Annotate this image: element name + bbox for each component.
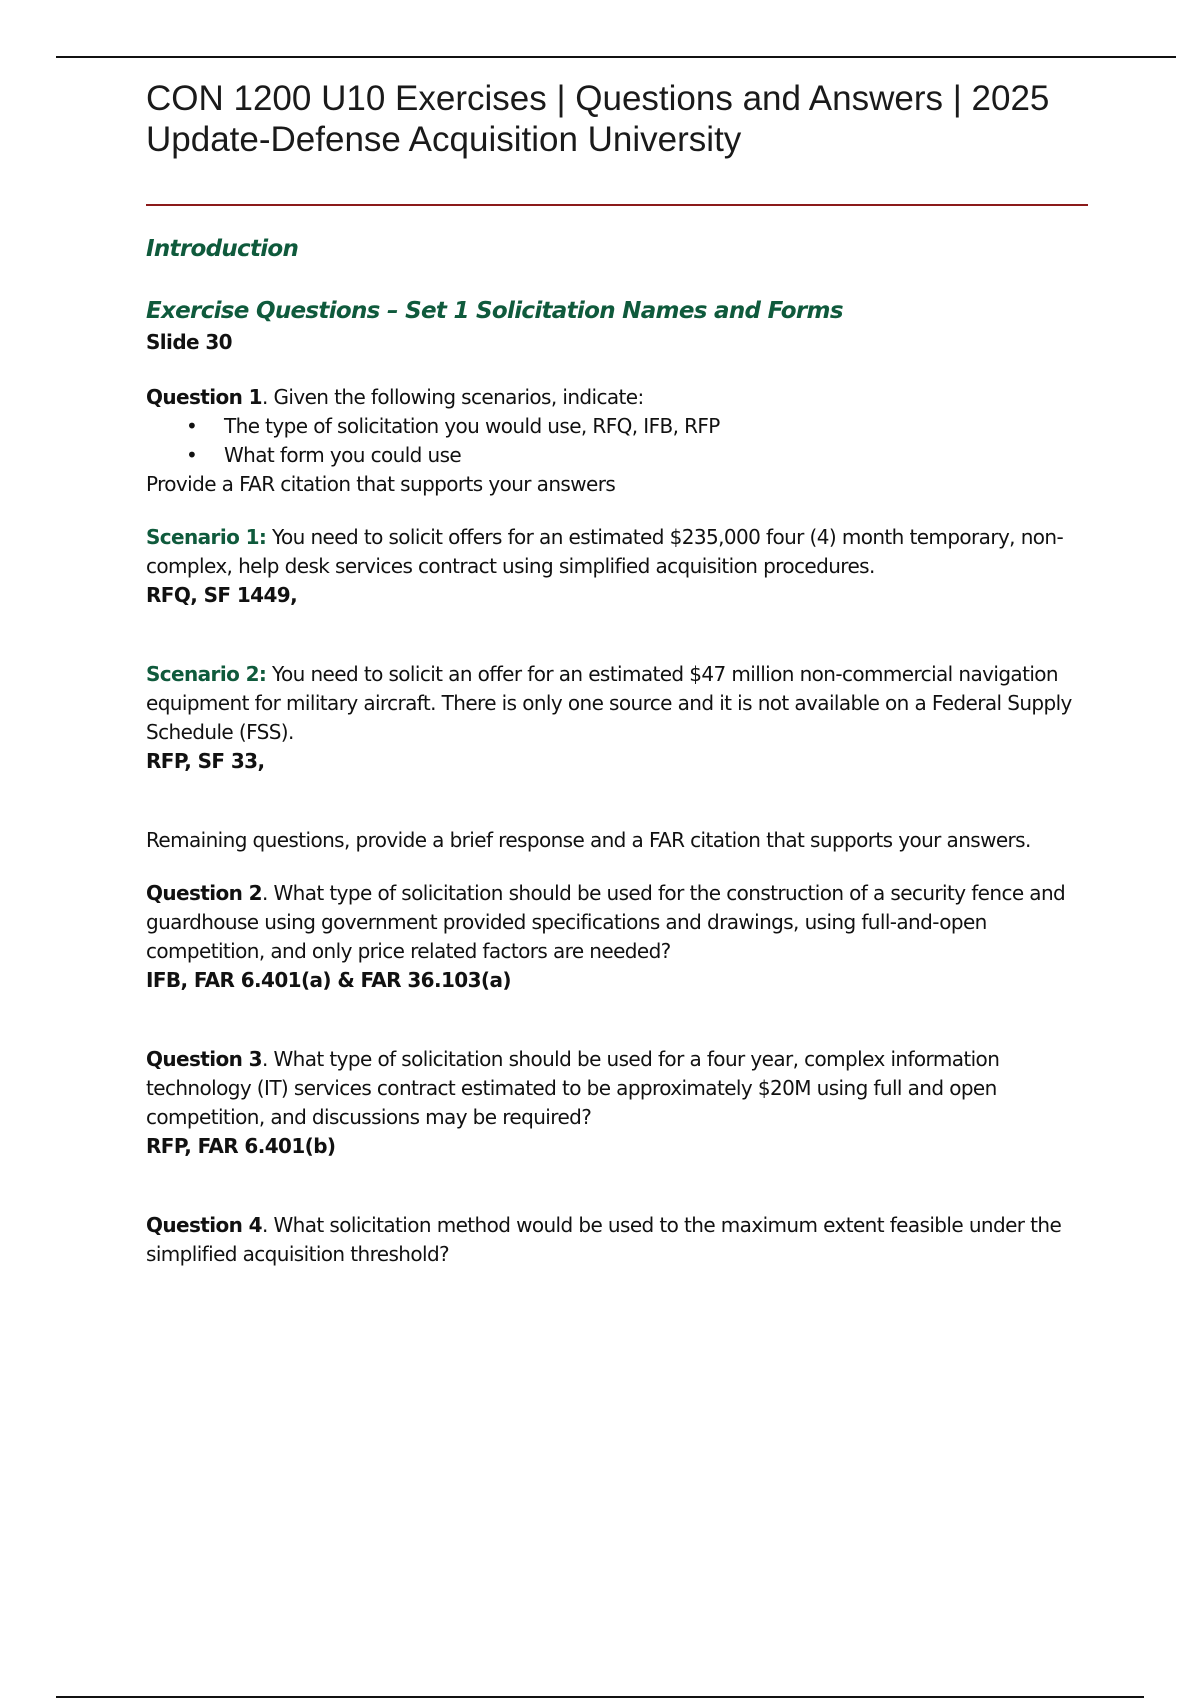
bullet-icon: • — [186, 443, 198, 467]
question-2 — [146, 879, 1096, 995]
list-item: • What form you could use — [186, 441, 1096, 470]
question-2-text: . What type of solicitation should be used for the construction of a security fence and guardhouse using government provided specifications and drawings, using full-and-open competition, and only price related factors are needed? — [146, 881, 1066, 963]
scenario-1-label: Scenario 1: — [146, 525, 267, 549]
question-3-label: Question 3 — [146, 1047, 262, 1071]
scenario-2-label: Scenario 2: — [146, 662, 267, 686]
question-3 — [146, 1045, 1096, 1161]
question-1-text: . Given the following scenarios, indicate: — [261, 385, 644, 409]
question-4 — [146, 1211, 1096, 1269]
question-3-answer: RFP, FAR 6.401(b) — [146, 1134, 336, 1158]
list-item: • The type of solicitation you would use, RFQ, IFB, RFP — [186, 412, 1096, 441]
question-1-label: Question 1 — [146, 385, 262, 409]
question-2-answer: IFB, FAR 6.401(a) & FAR 36.103(a) — [146, 968, 511, 992]
question-1-bullet-list — [146, 412, 1096, 470]
title-divider — [146, 204, 1088, 206]
scenario-2 — [146, 660, 1096, 776]
introduction-heading: Introduction — [146, 236, 299, 262]
question-2-label: Question 2 — [146, 881, 262, 905]
question-1-followup: Provide a FAR citation that supports your answers — [146, 472, 616, 496]
question-1 — [146, 383, 1096, 499]
bottom-rule — [56, 1696, 1144, 1698]
bullet-icon: • — [186, 414, 198, 438]
top-rule — [56, 56, 1176, 58]
document-body — [146, 78, 1096, 1269]
scenario-2-answer: RFP, SF 33, — [146, 749, 265, 773]
slide-label: Slide 30 — [146, 330, 232, 354]
document-title: CON 1200 U10 Exercises | Questions and Answers | 2025 Update-Defense Acquisition University — [146, 79, 1050, 159]
remaining-questions-note: Remaining questions, provide a brief response and a FAR citation that supports your answers. — [146, 828, 1031, 852]
scenario-1-text: You need to solicit offers for an estimated $235,000 four (4) month temporary, non-complex, help desk services contract using simplified acquisition procedures. — [146, 525, 1064, 578]
question-4-label: Question 4 — [146, 1213, 262, 1237]
question-3-text: . What type of solicitation should be used for a four year, complex information technology (IT) services contract estimated to be approximately $20M using full and open competition, and discussions may be required? — [146, 1047, 1000, 1129]
scenario-2-text: You need to solicit an offer for an estimated $47 million non-commercial navigation equipment for military aircraft. There is only one source and it is not available on a Federal Supply Schedule (FSS). — [146, 662, 1072, 744]
exercise-set-heading: Exercise Questions – Set 1 Solicitation Names and Forms — [146, 298, 843, 324]
scenario-1 — [146, 523, 1096, 610]
scenario-1-answer: RFQ, SF 1449, — [146, 583, 298, 607]
question-4-text: . What solicitation method would be used to the maximum extent feasible under the simplified acquisition threshold? — [146, 1213, 1062, 1266]
